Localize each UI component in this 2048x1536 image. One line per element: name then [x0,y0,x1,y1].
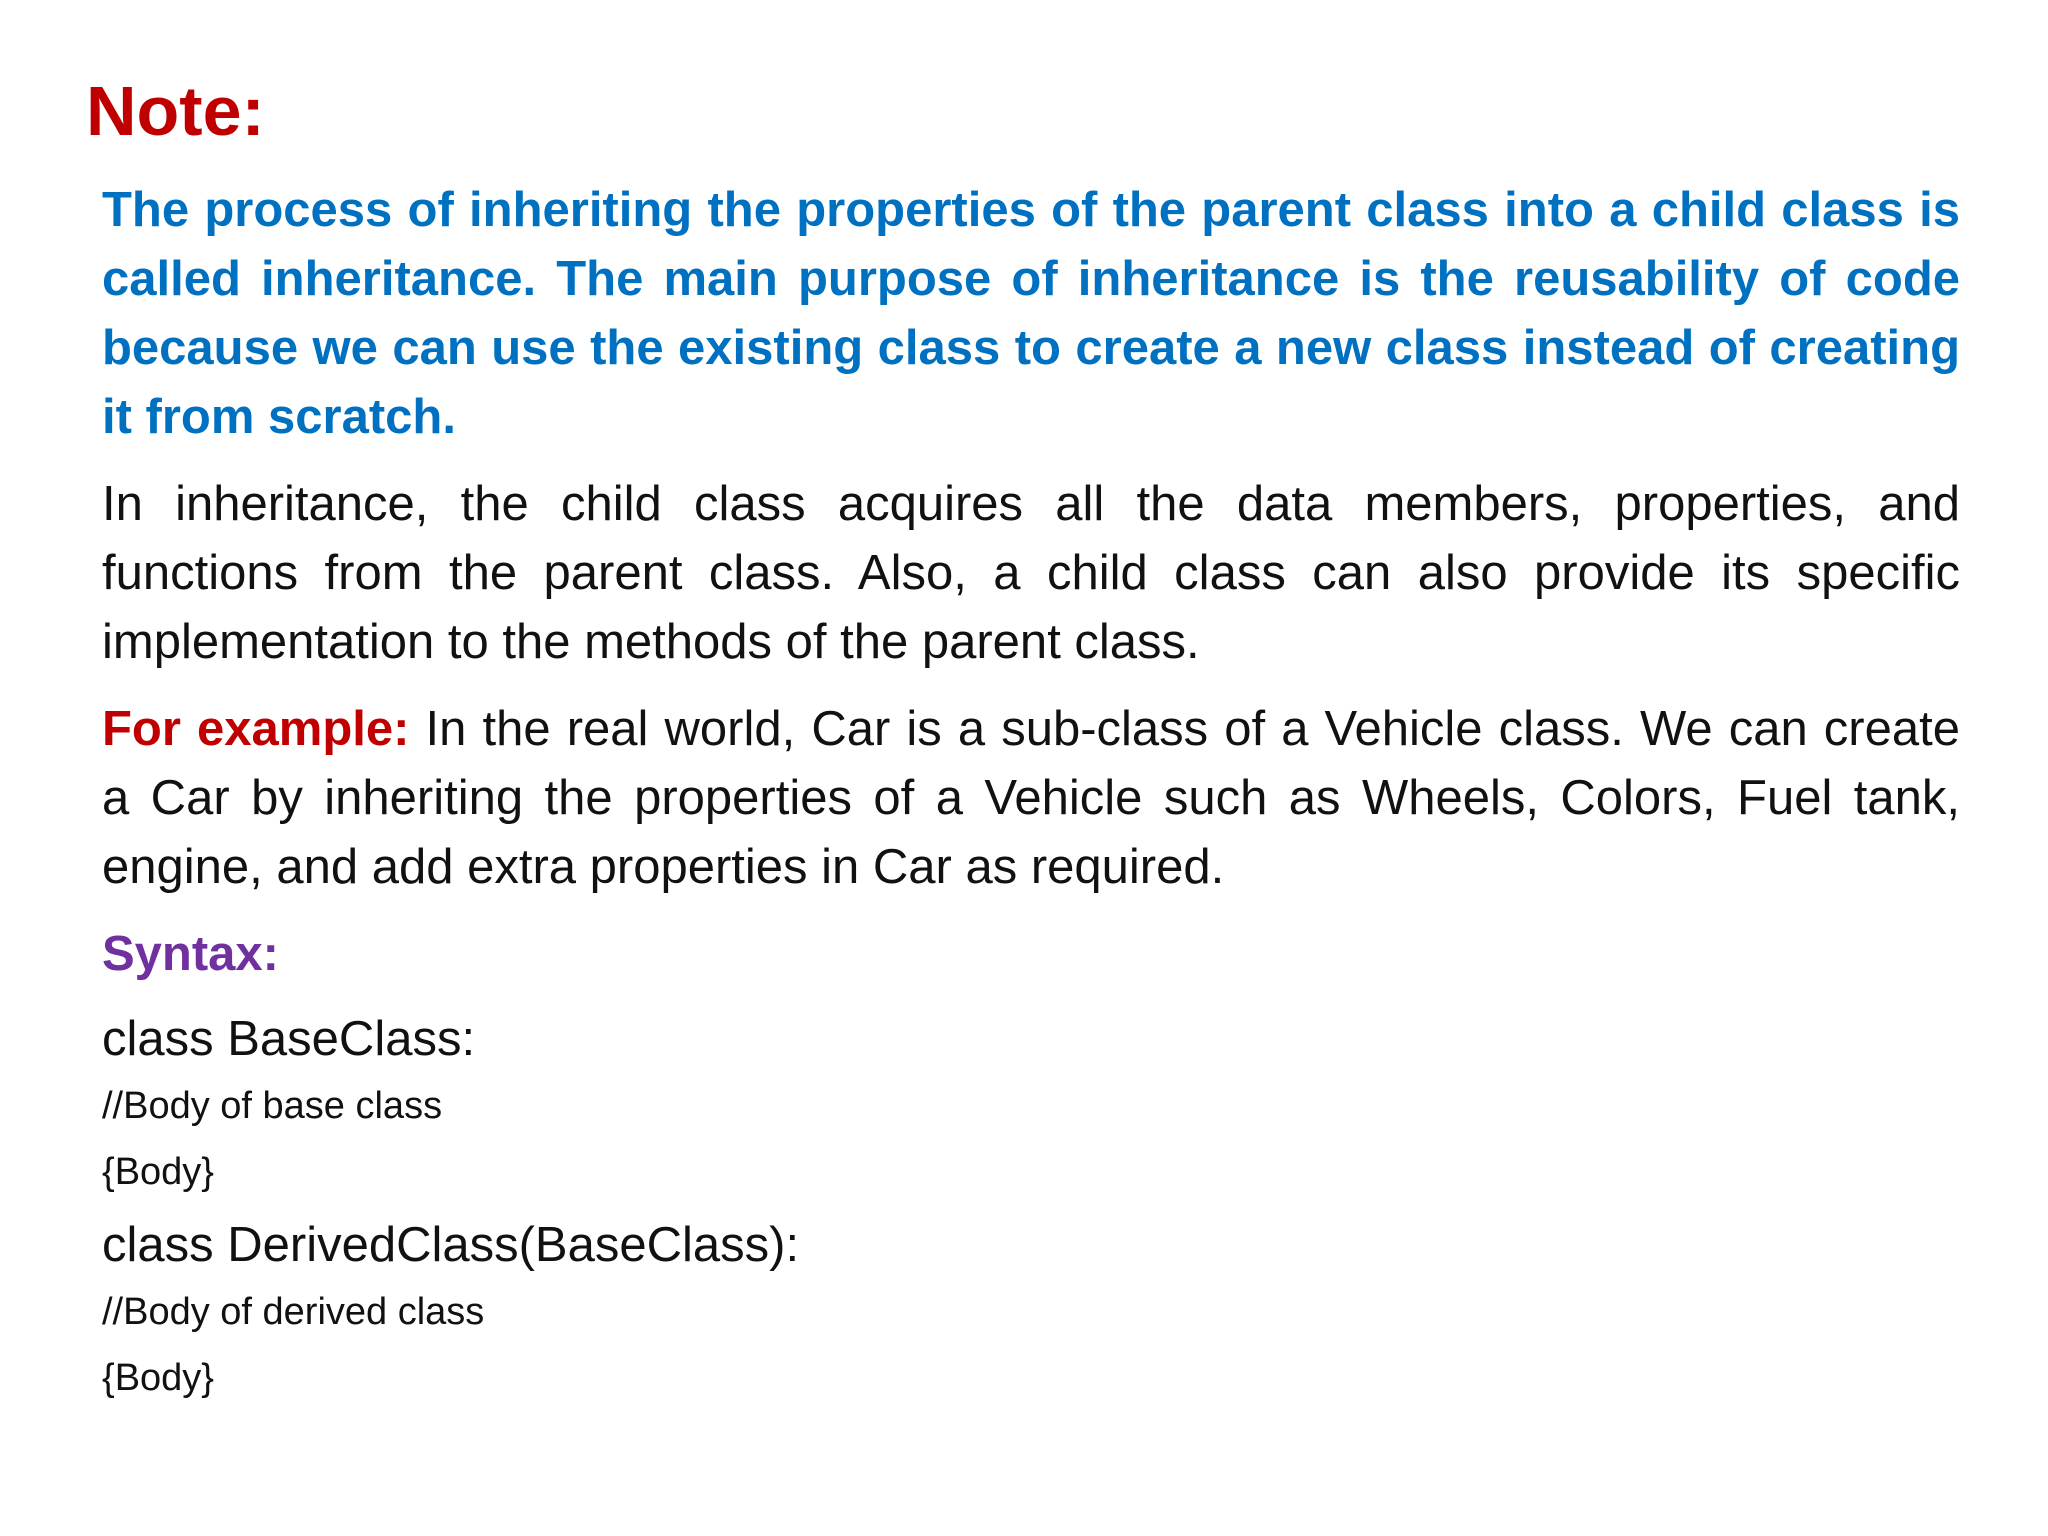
detail-paragraph: In inheritance, the child class acquires all the data members, properties, and functions from the parent class. Also, a child class can also provide its specific implementation to the methods of the parent class. [102,477,1960,669]
base-class-line: class BaseClass: [102,1012,476,1066]
example-paragraph [102,695,1960,902]
syntax-heading: Syntax: [102,927,280,981]
example-label: For example: [102,702,410,756]
base-class-comment: //Body of base class [102,1085,443,1127]
example-text: In the real world, Car is a sub-class of a Vehicle class. We can create a Car by inheriting the properties of a Vehicle such as Wheels, Colors, Fuel tank, engine, and add extra properties in Car as required. [102,702,1960,894]
derived-class-comment: //Body of derived class [102,1291,485,1333]
slide-title: Note: [86,72,265,150]
derived-class-line: class DerivedClass(BaseClass): [102,1218,800,1272]
derived-class-body: {Body} [102,1357,214,1399]
slide-content [102,176,1960,1421]
intro-paragraph: The process of inheriting the properties of the parent class into a child class is called inheritance. The main purpose of inheritance is the reusability of code because we can use the existing class to create a new class instead of creating it from scratch. [102,183,1960,444]
base-class-body: {Body} [102,1151,214,1193]
